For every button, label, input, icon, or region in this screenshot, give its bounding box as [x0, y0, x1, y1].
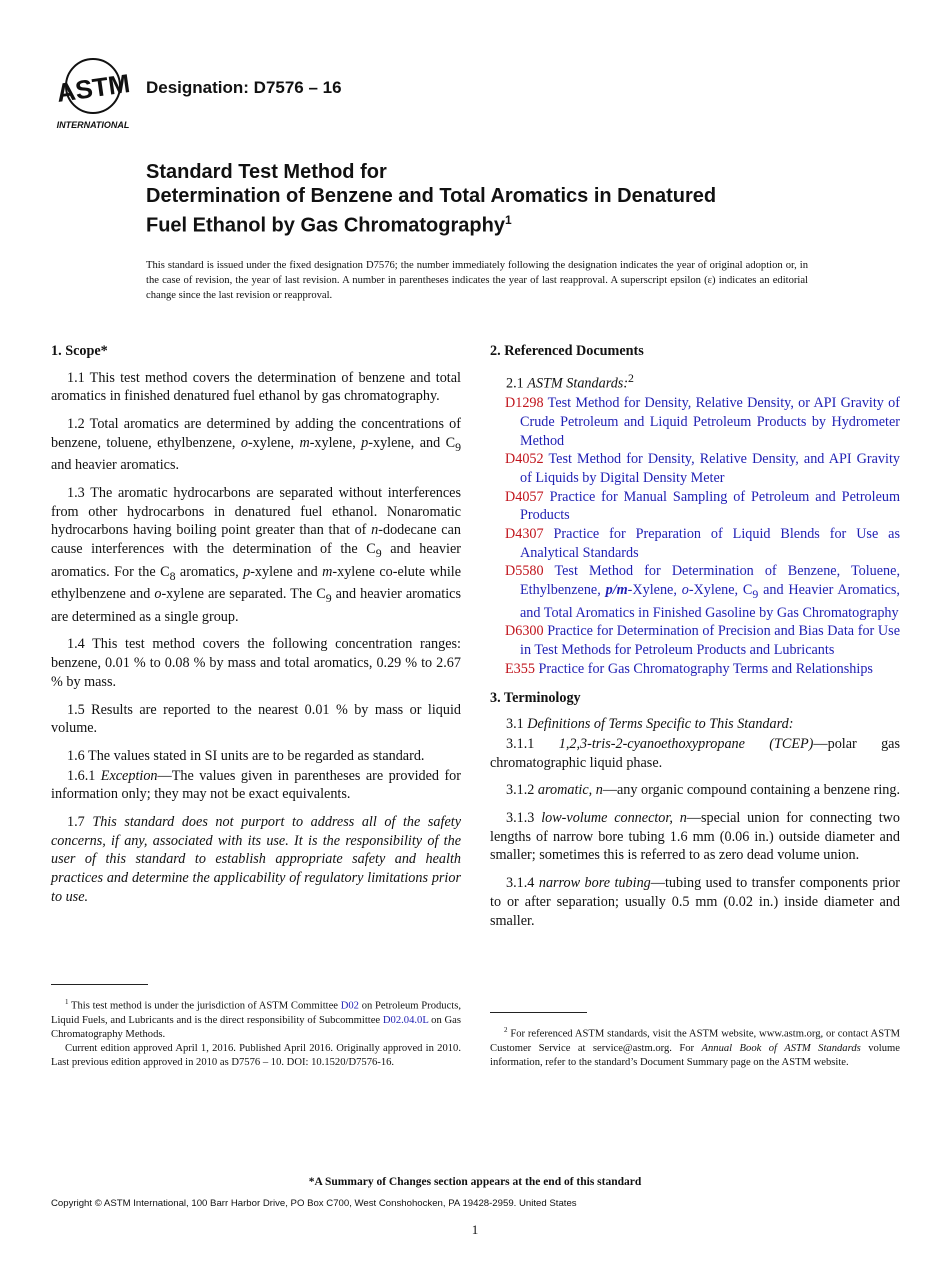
footnote-1: [51, 995, 461, 1071]
copyright: Copyright © ASTM International, 100 Barr Harbor Drive, PO Box C700, West Conshohocken, PA 19428-2959. United States: [51, 1198, 577, 1209]
paragraph-1-6: 1.6 The values stated in SI units are to be regarded as standard.: [67, 747, 425, 764]
reference-item[interactable]: [490, 450, 900, 487]
reference-title[interactable]: Practice for Manual Sampling of Petroleum and Petroleum Products: [520, 488, 901, 524]
title-line: Standard Test Method for: [146, 161, 387, 183]
reference-item[interactable]: [490, 660, 900, 679]
reference-item[interactable]: [490, 525, 900, 562]
title-line: Fuel Ethanol by Gas Chromatography$^1$: [146, 213, 512, 237]
footnote-2: [490, 1023, 900, 1070]
designation: Designation: D7576 – 16: [146, 78, 342, 97]
astm-logo-mark: [52, 56, 134, 132]
issuance-note: This standard is issued under the fixed designation D7576; the number immediately following the designation indicates the year of original adoption or, in the case of revision, the year of last revision. A number in parentheses indicates the year of last reapproval. A superscript epsilon (ε) indicates an editorial change since the last revision or reapproval.: [146, 260, 808, 301]
left-column: [51, 342, 461, 916]
reference-item[interactable]: [490, 562, 900, 622]
paragraph-1-6-1: 1.6.1 Exception—The values given in parentheses are provided for information only; they may not be exact equivalents.: [51, 767, 461, 803]
paragraph-1-4: 1.4 This test method covers the following concentration ranges: benzene, 0.01 % to 0.08 % by mass and total aromatics, 0.29 % to 2.67 % by mass.: [51, 636, 461, 690]
footnote-1-edition: Current edition approved April 1, 2016. Published April 2016. Originally approved in 2010. Last previous edition approved in 2010 as D7576 – 10. DOI: 10.1520/D7576-16.: [51, 1043, 461, 1069]
reference-item[interactable]: [490, 488, 900, 525]
svg-text:ASTM: ASTM: [54, 67, 132, 108]
reference-title[interactable]: Test Method for Density, Relative Density, or API Gravity of Crude Petroleum and Liquid Petroleum Products by Hydrometer Method: [520, 395, 900, 449]
reference-code[interactable]: D5580: [505, 563, 544, 580]
reference-title[interactable]: Test Method for Determination of Benzene, Toluene, Ethylbenzene, p/m-Xylene, o-Xylene, $C_9$ and Heavier Aromatics, and Total Aromatics in Finished Gasoline by Gas Chromatography: [520, 563, 900, 621]
reference-item[interactable]: [490, 622, 900, 659]
title-line: Determination of Benzene and Total Aromatics in Denatured: [146, 185, 717, 207]
footnote-1-text: $^1$ This test method is under the jurisdiction of ASTM Committee D02 on Petroleum Products, Liquid Fuels, and Lubricants and is the direct responsibility of Subcommittee D02.04.0L on Gas Chromatography Methods.: [51, 998, 462, 1040]
footnote-mark: 1: [504, 213, 512, 227]
right-column: [490, 342, 900, 939]
reference-code[interactable]: D4057: [505, 488, 544, 505]
reference-title[interactable]: Practice for Gas Chromatography Terms and Relationships: [538, 660, 873, 677]
section-heading-terminology: 3. Terminology: [490, 689, 581, 706]
reference-code[interactable]: E355: [505, 660, 535, 677]
reference-item[interactable]: [490, 394, 900, 450]
paragraph-1-1: 1.1 This test method covers the determination of benzene and total aromatics in finished denatured fuel ethanol by gas chromatography.: [51, 369, 461, 405]
svg-text:INTERNATIONAL: INTERNATIONAL: [56, 120, 130, 130]
footnote-divider: [490, 1012, 587, 1013]
paragraph-3-1-1: 3.1.1 1,2,3-tris-2-cyanoethoxypropane (TCEP)—polar gas chromatographic liquid phase.: [490, 735, 901, 771]
committee-link[interactable]: D02: [340, 1000, 359, 1012]
paragraph-1-3: 1.3 The aromatic hydrocarbons are separated without interferences from other hydrocarbons in denatured fuel ethanol. Nonaromatic hydrocarbons having boiling point greater than that of n-dodecane can cause interferences with the determination of the $C_9$ and heavier aromatics. For the $C_8$ aromatics, p-xylene and m-xylene co-elute while ethylbenzene and o-xylene are separated. The $C_9$ and heavier aromatics are determined as a single group.: [51, 485, 462, 625]
astm-logo: [52, 56, 134, 132]
reference-title[interactable]: Test Method for Density, Relative Density, and API Gravity of Liquids by Digital Density Meter: [520, 451, 900, 486]
summary-of-changes-note: *A Summary of Changes section appears at the end of this standard: [308, 1176, 642, 1188]
paragraph-3-1-2: 3.1.2 aromatic, n—any organic compound containing a benzene ring.: [506, 782, 901, 799]
reference-title[interactable]: Practice for Determination of Precision and Bias Data for Use in Test Methods for Petroleum Products and Lubricants: [520, 623, 900, 659]
page-number: 1: [471, 1222, 479, 1237]
reference-code[interactable]: D4307: [505, 526, 544, 543]
paragraph-3-1-4: 3.1.4 narrow bore tubing—tubing used to transfer components prior to or after separation; usually 0.5 mm (0.02 in.) inside diameter and smaller.: [490, 875, 901, 929]
reference-code[interactable]: D4052: [505, 451, 544, 468]
document-title: [146, 160, 866, 238]
paragraph-1-7: 1.7 This standard does not purport to address all of the safety concerns, if any, associated with its use. It is the responsibility of the user of this standard to establish appropriate safety and health practices and determine the applicability of regulatory limitations prior to use.: [51, 814, 461, 905]
paragraph-1-5: 1.5 Results are reported to the nearest 0.01 % by mass or liquid volume.: [51, 701, 461, 737]
paragraph-1-2: 1.2 Total aromatics are determined by adding the concentrations of benzene, toluene, ethylbenzene, o-xylene, m-xylene, p-xylene, and $C_9$ and heavier aromatics.: [51, 416, 461, 474]
paragraph-3-1: 3.1 Definitions of Terms Specific to This Standard:: [506, 716, 794, 733]
footnote-2-text: $^2$ For referenced ASTM standards, visit the ASTM website, www.astm.org, or contact ASTM Customer Service at service@astm.org. For Annual Book of ASTM Standards volume information, refer to the standard’s Document Summary page on the ASTM website.: [490, 1026, 900, 1068]
section-heading-scope: 1. Scope*: [51, 343, 108, 359]
footnote-divider: [51, 984, 148, 985]
paragraph-3-1-3: 3.1.3 low-volume connector, n—special union for connecting two lengths of narrow bore tubing 1.6 mm (0.06 in.) outside diameter and smaller; sometimes this is referred to as zero dead volume union.: [490, 810, 900, 864]
reference-code[interactable]: D6300: [505, 623, 544, 640]
paragraph-2-1: 2.1 ASTM Standards:$^2$: [506, 370, 634, 392]
subcommittee-link[interactable]: D02.04.0L: [382, 1014, 429, 1026]
reference-code[interactable]: D1298: [505, 395, 544, 412]
section-heading-referenced-documents: 2. Referenced Documents: [490, 343, 644, 359]
reference-title[interactable]: Practice for Preparation of Liquid Blends for Use as Analytical Standards: [520, 526, 900, 561]
